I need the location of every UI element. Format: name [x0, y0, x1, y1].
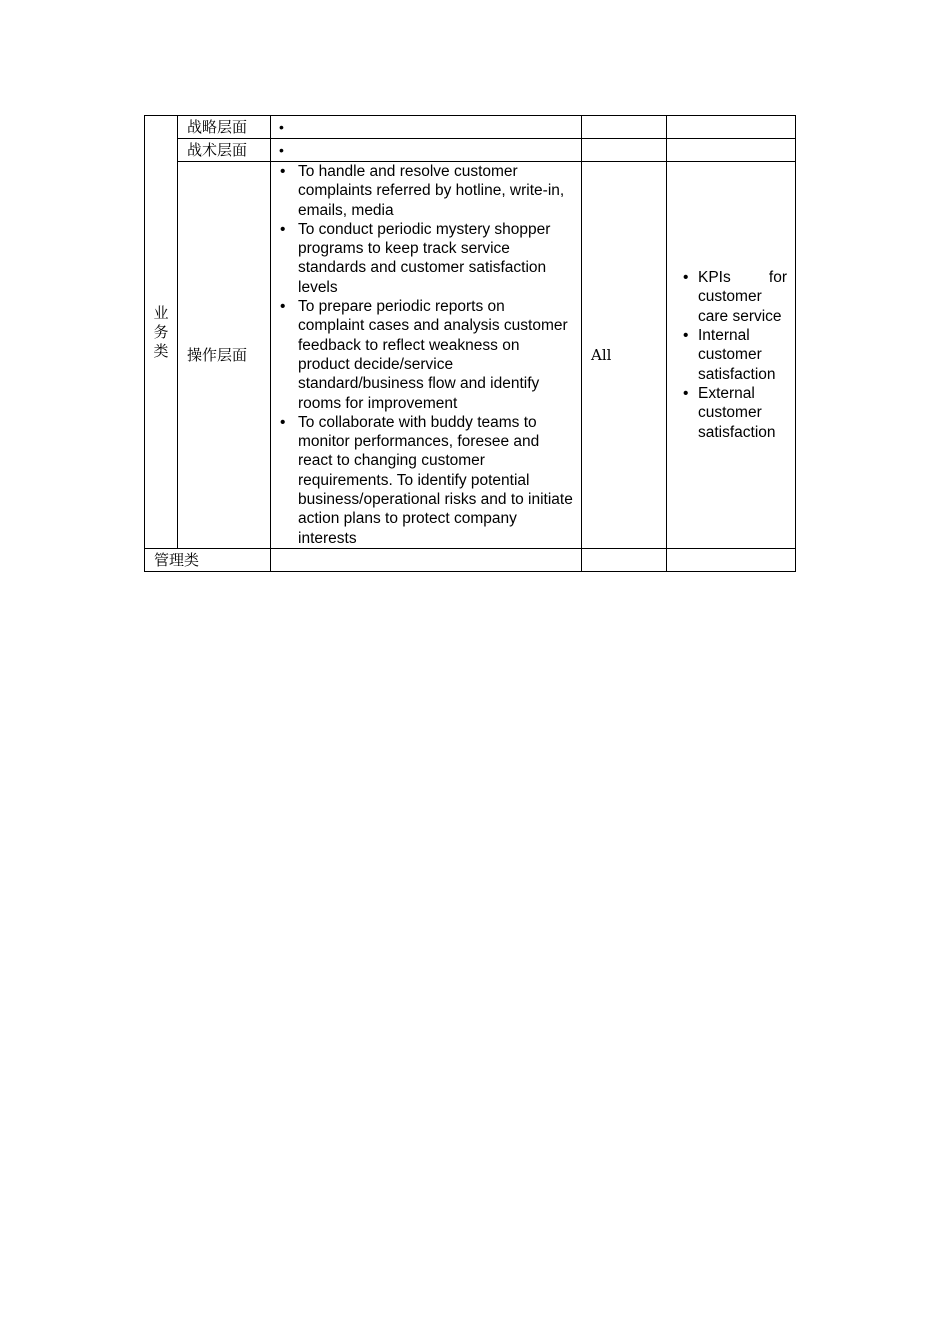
table-row-tactical	[145, 139, 796, 162]
bullet-icon: •	[280, 413, 286, 431]
list-item	[667, 326, 795, 384]
kpi-cell-operational	[667, 162, 796, 549]
kpi-list	[667, 268, 795, 442]
duty-text: To collaborate with buddy teams to monitor performances, foresee and react to changing customer requirements. To identify potential business/operational risks and to initiate action plans to protect company interests	[298, 413, 573, 547]
scope-cell-management	[582, 549, 667, 572]
kpi-first-line	[698, 268, 787, 287]
duty-table	[144, 115, 796, 572]
level-label-tactical: 战术层面	[178, 139, 271, 162]
duty-text: To prepare periodic reports on complaint cases and analysis customer feedback to reflect weakness on product decide/service standard/business flow and identify rooms for improvement	[298, 298, 568, 412]
duties-cell-management	[271, 549, 582, 572]
duties-cell-strategic	[271, 116, 582, 139]
category-cell-business	[145, 116, 178, 549]
list-item	[667, 384, 795, 442]
kpi-text: External customer satisfaction	[698, 384, 776, 441]
bullet-icon: •	[683, 269, 689, 287]
list-item	[271, 162, 581, 220]
kpi-cell-strategic	[667, 116, 796, 139]
table-row-strategic	[145, 116, 796, 139]
kpi-cell-tactical	[667, 139, 796, 162]
bullet-icon: •	[683, 327, 689, 345]
list-item	[271, 297, 581, 413]
duties-list	[271, 162, 581, 548]
bullet-icon: •	[279, 119, 284, 135]
kpi-cell-management	[667, 549, 796, 572]
bullet-icon: •	[279, 142, 284, 158]
scope-cell-operational	[582, 162, 667, 549]
duties-cell-tactical	[271, 139, 582, 162]
duties-cell-operational	[271, 162, 582, 549]
list-item	[667, 268, 795, 326]
kpi-text: Internal customer satisfaction	[698, 327, 776, 383]
level-label-strategic: 战略层面	[178, 116, 271, 139]
list-item	[271, 220, 581, 297]
bullet-icon: •	[280, 298, 286, 316]
scope-cell-strategic	[582, 116, 667, 139]
kpi-word: KPIs	[698, 269, 731, 287]
bullet-icon: •	[683, 384, 689, 402]
bullet-icon: •	[280, 163, 286, 180]
duty-text: To conduct periodic mystery shopper programs to keep track service standards and customer satisfaction levels	[298, 220, 551, 296]
scope-cell-tactical	[582, 139, 667, 162]
list-item	[271, 413, 581, 548]
table-row-management	[145, 549, 796, 572]
table-row-operational	[145, 162, 796, 549]
scope-value: All	[591, 346, 612, 364]
category-label-business: 业务类	[153, 303, 169, 360]
level-label-operational: 操作层面	[178, 162, 271, 549]
duty-text: To handle and resolve customer complaints referred by hotline, write-in, emails, media	[298, 163, 565, 219]
kpi-text: customer care service	[698, 288, 782, 325]
kpi-word: for	[768, 269, 787, 287]
category-label-management: 管理类	[145, 549, 271, 572]
bullet-icon: •	[280, 220, 286, 238]
